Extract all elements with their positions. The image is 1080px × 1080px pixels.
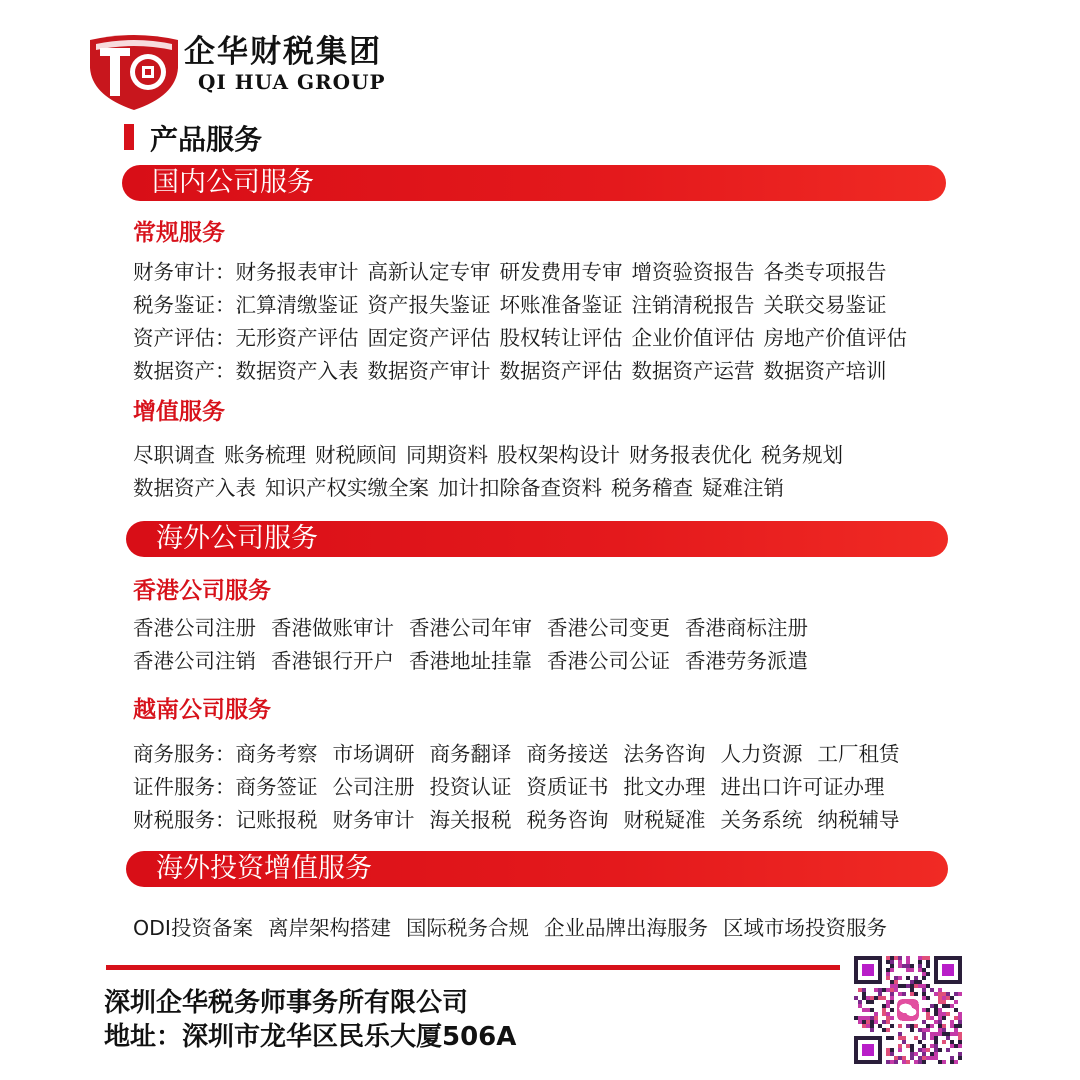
service-item: 市场调研 [332,742,415,766]
value-added-row-2 [133,471,793,501]
service-item: 数据资产运营 [631,359,755,383]
service-row-assets [133,321,916,351]
service-item: 资质证书 [526,775,609,799]
service-item: 财务报表审计 [235,260,359,284]
brand-name-cn: 企华财税集团 [184,34,382,70]
row-label: 资产评估： [133,326,236,350]
service-item: 法务咨询 [623,742,706,766]
service-item: 香港公司公证 [547,649,670,673]
service-item: 数据资产培训 [763,359,887,383]
service-item: 海关报税 [429,808,512,832]
service-item: 数据资产评估 [499,359,623,383]
service-item: 注销清税报告 [631,293,755,317]
service-item: 国际税务合规 [405,916,529,940]
banner-domestic: 国内公司服务 [122,165,946,201]
service-item: 尽职调查 [133,443,215,467]
service-item: 公司注册 [332,775,415,799]
service-item: 高新认定专审 [367,260,491,284]
service-item: 数据资产入表 [133,476,256,500]
service-item: 疑难注销 [702,476,784,500]
service-item: 离岸架构搭建 [267,916,391,940]
subhead-regular: 常规服务 [133,220,225,246]
footer-company: 深圳企华税务师事务所有限公司 [104,988,469,1018]
service-item: 商务考察 [235,742,318,766]
vietnam-row-tax [133,803,915,833]
service-item: 无形资产评估 [235,326,359,350]
service-item: 进出口许可证办理 [720,775,885,799]
footer-address: 地址：深圳市龙华区民乐大厦506A [104,1022,517,1052]
service-item: 税务咨询 [526,808,609,832]
service-item: 商务翻译 [429,742,512,766]
service-item: 企业价值评估 [631,326,755,350]
service-item: 香港地址挂靠 [409,649,532,673]
row-label: 财务审计： [133,260,236,284]
service-row-audit [133,255,896,285]
vietnam-row-documents [133,770,900,800]
service-item: 加计扣除备查资料 [438,476,602,500]
service-item: 房地产价值评估 [763,326,907,350]
service-item: 香港公司注册 [133,616,256,640]
service-item: 香港公司变更 [547,616,670,640]
service-item: 商务签证 [235,775,318,799]
subhead-vietnam: 越南公司服务 [133,697,271,723]
service-item: 香港银行开户 [271,649,394,673]
brand-name-en: QI HUA GROUP [198,70,386,94]
service-item: 同期资料 [406,443,488,467]
subhead-value-added: 增值服务 [133,399,225,425]
service-item: 税务规划 [761,443,843,467]
service-row-tax [133,288,896,318]
service-item: 纳税辅导 [817,808,900,832]
service-item: 商务接送 [526,742,609,766]
service-item: 人力资源 [720,742,803,766]
banner-overseas: 海外公司服务 [126,521,948,557]
service-item: 投资认证 [429,775,512,799]
hongkong-row-1 [133,611,823,641]
service-item: 企业品牌出海服务 [543,916,708,940]
service-item: 财税疑准 [623,808,706,832]
row-label: 税务鉴证： [133,293,236,317]
service-item: 香港劳务派遣 [685,649,808,673]
service-item: 财务审计 [332,808,415,832]
service-item: 税务稽查 [611,476,693,500]
service-item: 各类专项报告 [763,260,887,284]
footer-divider [106,965,840,970]
service-item: ODI投资备案 [133,916,253,940]
section-marker [124,124,134,150]
service-item: 工厂租赁 [817,742,900,766]
service-item: 数据资产审计 [367,359,491,383]
service-item: 关务系统 [720,808,803,832]
service-item: 股权架构设计 [497,443,620,467]
service-item: 批文办理 [623,775,706,799]
service-item: 香港商标注册 [685,616,808,640]
service-item: 香港公司注销 [133,649,256,673]
service-item: 研发费用专审 [499,260,623,284]
banner-investment: 海外投资增值服务 [126,851,948,887]
investment-row [133,911,902,941]
vietnam-row-business [133,737,915,767]
service-item: 香港公司年审 [409,616,532,640]
service-item: 数据资产入表 [235,359,359,383]
page-title: 产品服务 [150,123,263,156]
service-item: 固定资产评估 [367,326,491,350]
service-item: 账务梳理 [224,443,306,467]
row-label: 数据资产： [133,359,236,383]
hongkong-row-2 [133,644,823,674]
service-item: 香港做账审计 [271,616,394,640]
shield-coin-logo [88,28,180,112]
row-label: 证件服务： [133,775,236,799]
value-added-row-1 [133,438,852,468]
service-item: 区域市场投资服务 [722,916,887,940]
row-label: 财税服务： [133,808,236,832]
subhead-hongkong: 香港公司服务 [133,578,271,604]
service-item: 财务报表优化 [629,443,752,467]
service-item: 坏账准备鉴证 [499,293,623,317]
row-label: 商务服务： [133,742,236,766]
service-item: 资产报失鉴证 [367,293,491,317]
service-item: 知识产权实缴全案 [265,476,429,500]
service-item: 记账报税 [235,808,318,832]
service-item: 股权转让评估 [499,326,623,350]
service-row-data [133,354,896,384]
service-item: 关联交易鉴证 [763,293,887,317]
service-item: 增资验资报告 [631,260,755,284]
service-item: 汇算清缴鉴证 [235,293,359,317]
wechat-qr-code [854,956,962,1064]
service-item: 财税顾间 [315,443,397,467]
